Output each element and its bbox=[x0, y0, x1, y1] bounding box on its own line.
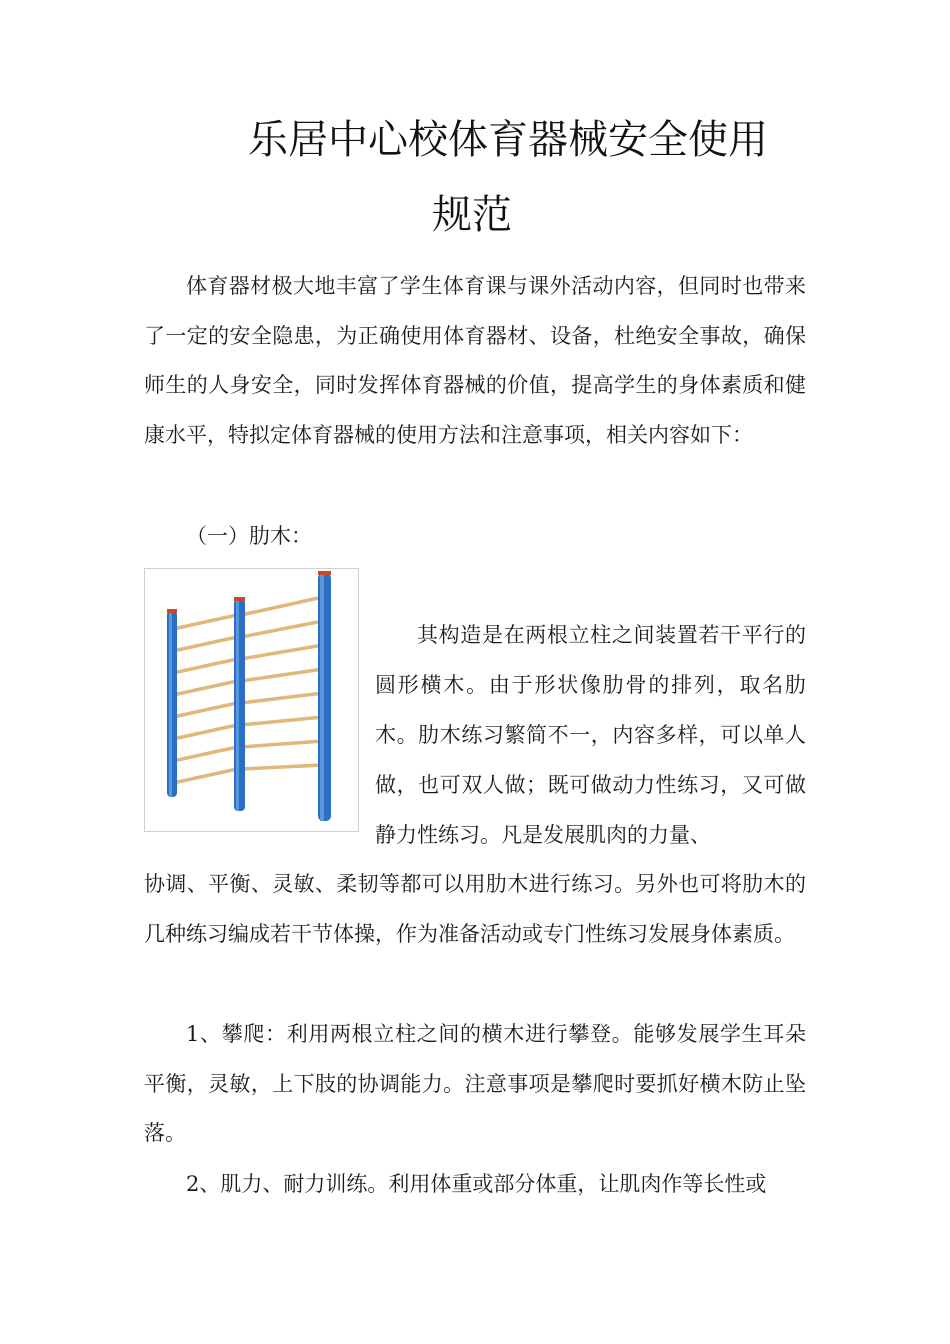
intro-paragraph: 体育器材极大地丰富了学生体育课与课外活动内容，但同时也带来了一定的安全隐患，为正确使用体育器材、设备，杜绝安全事故，确保师生的人身安全，同时发挥体育器械的价值，提高学生的身体素质和健康水平，特拟定体育器械的使用方法和注意事项，相关内容如下： bbox=[144, 274, 806, 447]
document-title-line-1: 乐居中心校体育器械安全使用 bbox=[248, 117, 768, 163]
document-title-line-2: 规范 bbox=[432, 192, 512, 238]
list-item-strength-training: 2、肌力、耐力训练。利用体重或部分体重，让肌肉作等长性或 bbox=[186, 1172, 767, 1196]
section-heading-wall-bars: （一）肋木： bbox=[186, 524, 312, 548]
wall-bars-description-continued: 协调、平衡、灵敏、柔韧等都可以用肋木进行练习。另外也可将肋木的几种练习编成若干节体操，作为准备活动或专门性练习发展身体素质。 bbox=[144, 872, 806, 946]
wall-bars-illustration-icon bbox=[145, 569, 358, 831]
list-item-climbing: 1、攀爬：利用两根立柱之间的横木进行攀登。能够发展学生耳朵平衡，灵敏，上下肢的协调能力。注意事项是攀爬时要抓好横木防止坠落。 bbox=[144, 1022, 806, 1145]
wall-bars-image bbox=[144, 568, 359, 832]
wall-bars-description: 其构造是在两根立柱之间装置若干平行的圆形横木。由于形状像肋骨的排列，取名肋木。肋木练习繁简不一，内容多样，可以单人做，也可双人做；既可做动力性练习，又可做静力性练习。凡是发展肌肉的力量、 bbox=[375, 623, 806, 847]
